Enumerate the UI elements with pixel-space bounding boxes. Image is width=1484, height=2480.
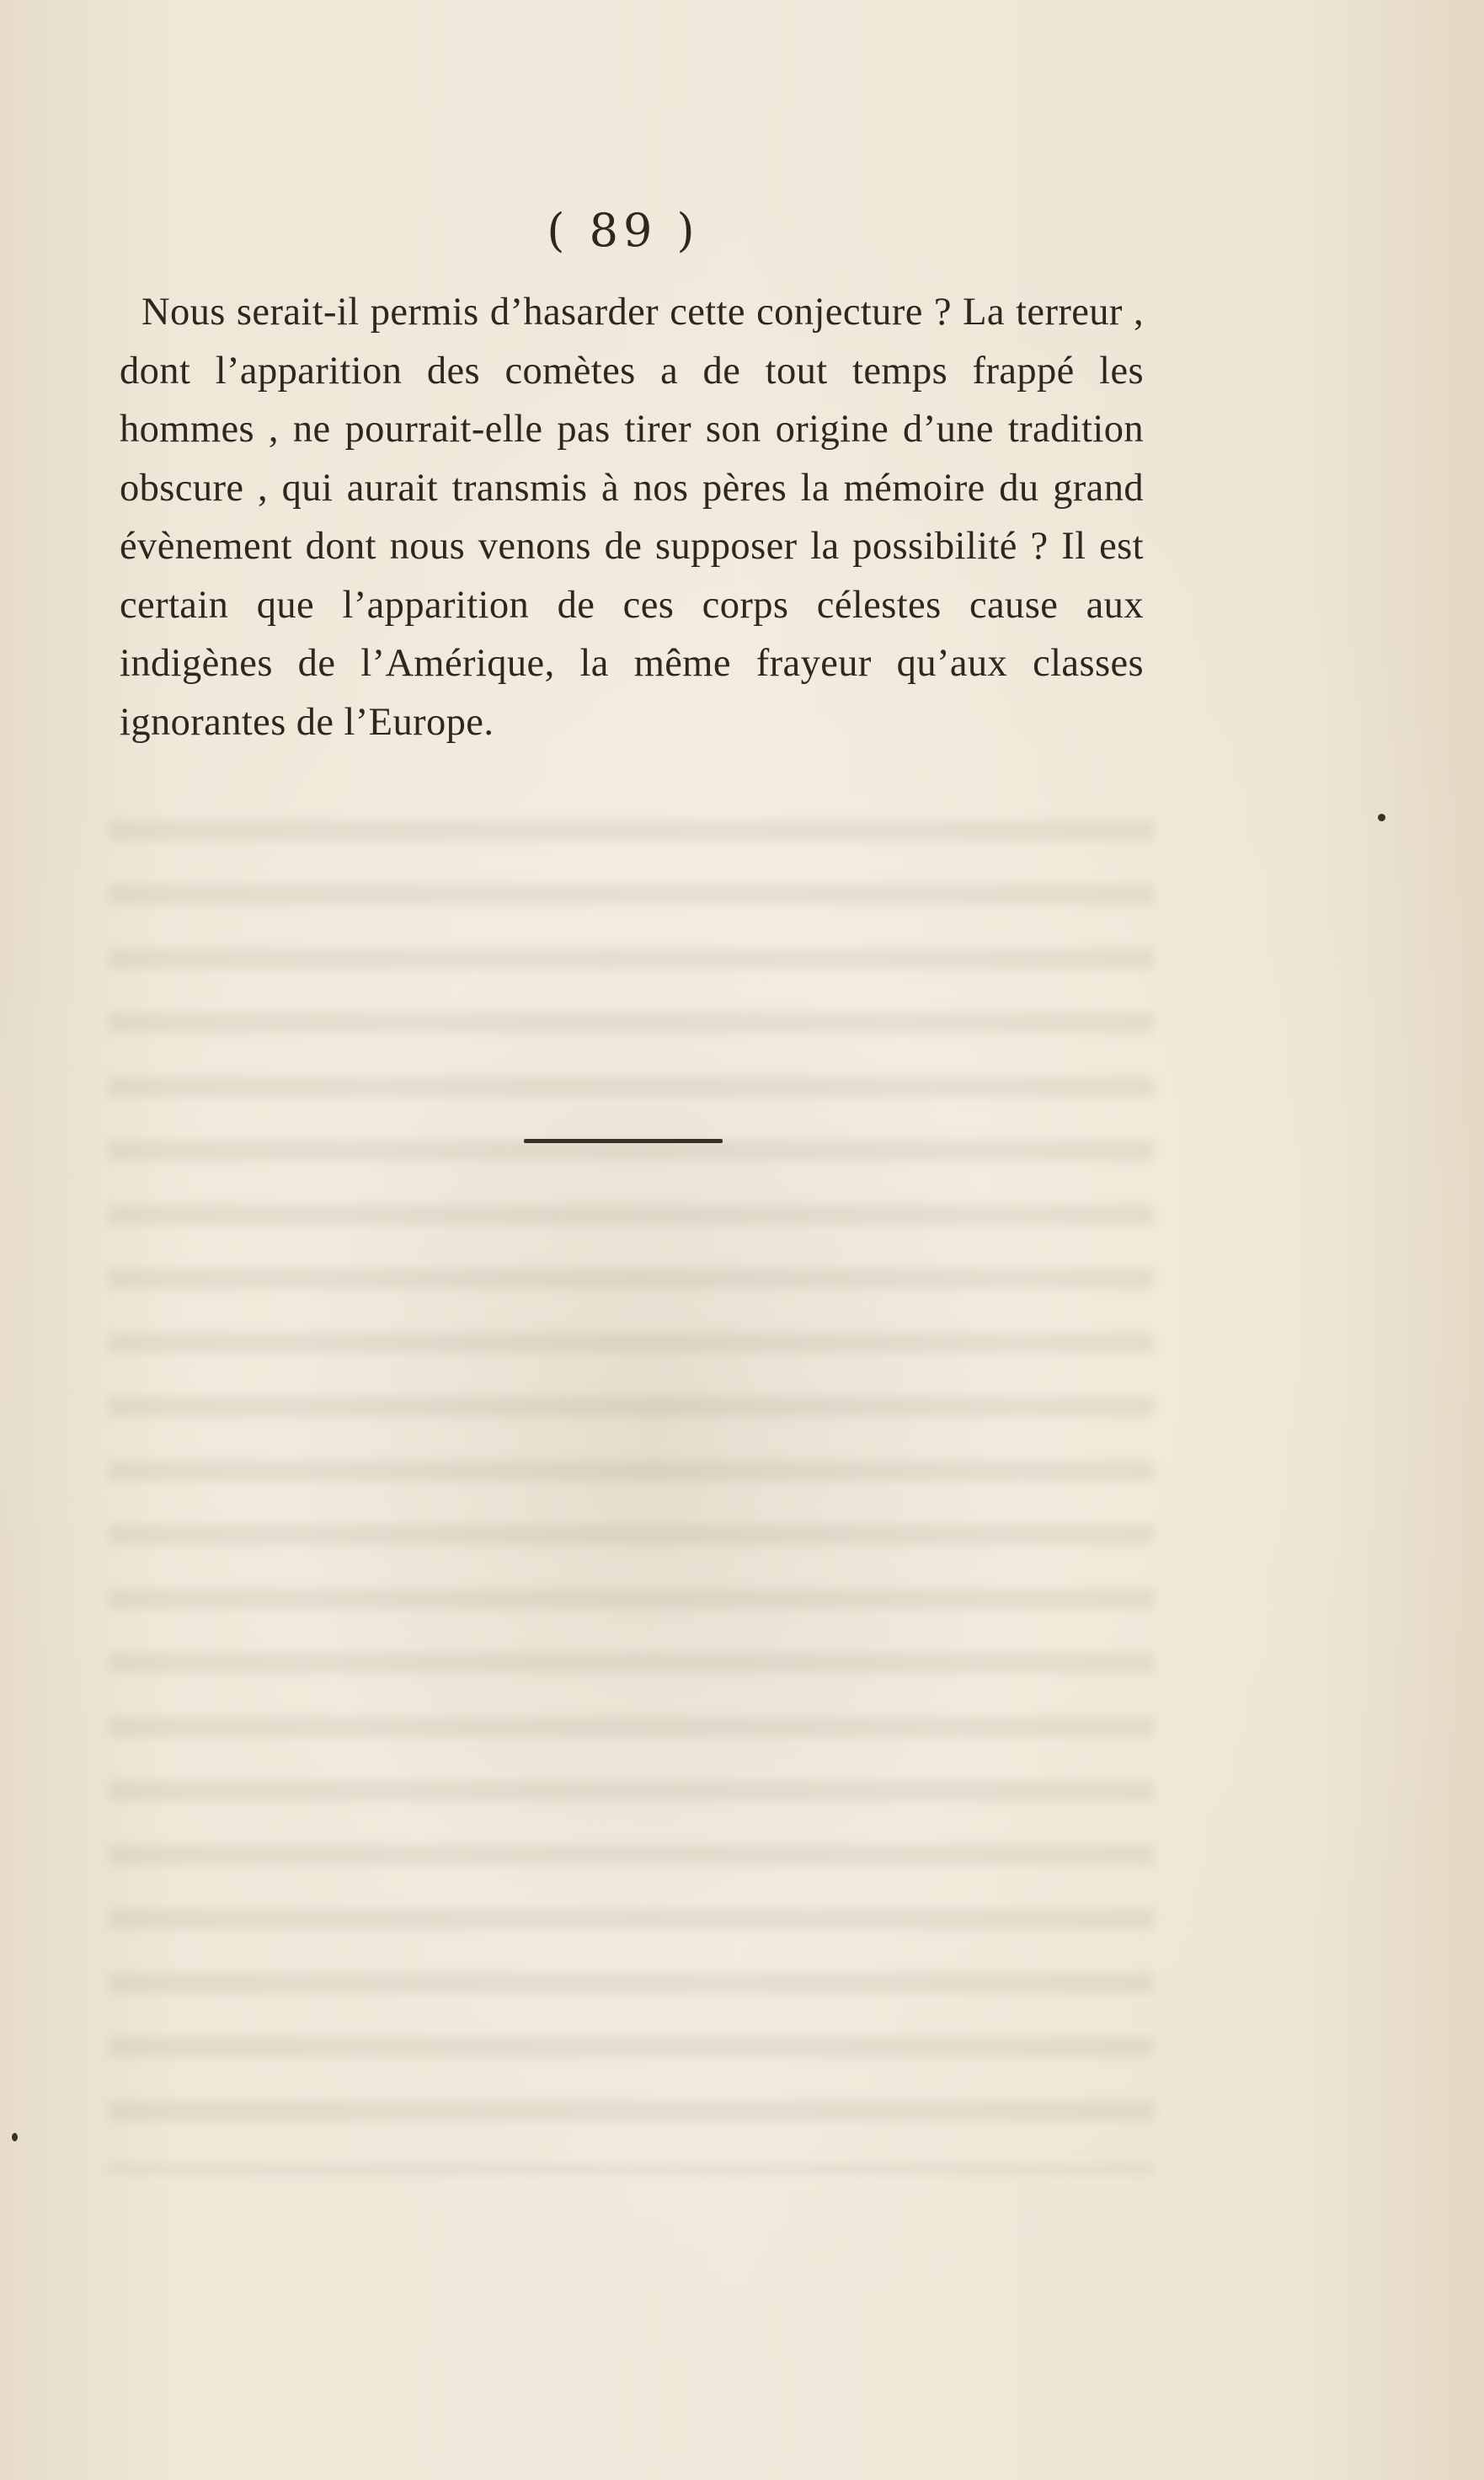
section-divider: [524, 1139, 723, 1143]
body-paragraph: Nous serait-il permis d’hasarder cette conjecture ? La terreur , dont l’apparition des comètes a de tout temps frappé les hommes , ne pourrait-elle pas tirer son origine d’une tradition obscure , qui aurait transmis à nos pères la mémoire du grand évènement dont nous venons de supposer la possibilité ? Il est certain que l’apparition de ces corps célestes cause aux indigènes de l’Amérique, la même frayeur qu’aux classes ignorantes de l’Europe.: [120, 291, 1144, 744]
page-number: ( 89 ): [547, 204, 700, 257]
ink-speck: [1378, 814, 1385, 821]
bleed-through-shadow: [109, 792, 1154, 2173]
ink-speck: [12, 2133, 18, 2141]
